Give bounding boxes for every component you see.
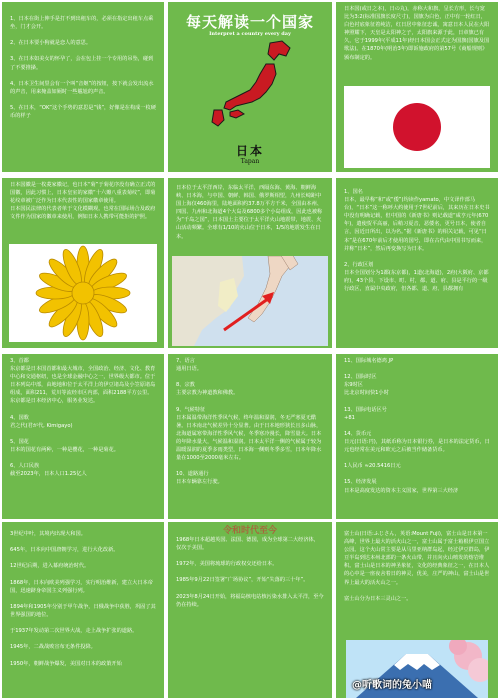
era-heading: 令和时代至今 — [222, 526, 277, 536]
tips-text: 1、日本在街上伸手是打不到出租车的，必须在指定出租车点乘坐，门才会开。 2、在日本要小狗就是恋人的意思。 3、在日本如美女的怀孕了，会在包上挂一个专用的吊坠，碰到了不要推搡。 4、日本卫生间里会有一个叫“音姬”的按钮，按下就会发出流水的声音，用来掩盖如厕时一些尴尬的声音。 5、在日本，“OK”这个手势的意思是“钱”，好像是在构成一枚硬币的样子 — [10, 16, 156, 120]
japan-flag-icon — [344, 86, 490, 168]
panel-era — [168, 522, 332, 698]
era-text: 1968年日本超越英国、法国、德国，成为全球第二大经济体，仅次于美国。 1972年，美国将琉球的行政权交还给日本。 1985年9月22日签署“广场协议”，开始“失落的三十年”。 2023年8月24日开始，将福岛核电站核污染水排入太平洋，至今仍在持续。 — [176, 537, 324, 608]
flag-text: 日本国(或日之本)，日の丸)，赤称大和旗，呈长方形，长与宽比为3:2(标准国旗长度尺寸)，国旗为白色，正中有一轮红日，白色衬底象征着纯洁，红日居中象征忠诚，寓意日本人民在大阳神照耀下，天皇是太阳神之子，太阳旗来源于此，日章旗已有久，它于1999年(平成11年)经日本国会正式定为国旗(国旗及国歌法)。在1870年(明治3年)即诉施政府的第57号《商船规则》颁布制定的。 — [344, 6, 490, 61]
name-text: 1、国名 日本，最早称“和”或“倭”(均读作yamato，中文译作部马台)，“日本”这一称呼大约使用于7世纪前后，其来历在日本史书中没有明确记载，但中国的《新唐书》则记载道“咸亨元年(670年)，遣使贺平高丽，后稍习夏音，恶倭名，更号日本，使者自言，因近日所出，以为名。”据《新唐书》的相关记载，可见“日本”是在670年前后才使用的国号，即在古代由中国书写而来，并称“日本”，然后再变换写为日本。 2、行政区划 日本全国划分为1都(东京都)，1道(北海道)，2府(大阪府、京都府)，43个县，下设市、町、村，都、道、府、县是平行的一级行政区，直属中央政府，但各都、道、府、县都拥有 — [344, 189, 490, 293]
country-name-cn: 日本 — [235, 144, 264, 158]
panel-name — [336, 178, 498, 348]
emblem-text: 日本国徽是一枚菱家徽记，也日本“菊”于菊花序没有确立正式的国徽，因此习惯上，日本皇室的家徽“十六瓣八重表菊纹”，即菊花纹章被广泛作为日本代表性的国家徽章使用。 日本国民法律的代表者单于文化模糊观。也常在国际场合及政府文件作为国家的徽章来使用，例如日本人携带可能拒的护照。 — [10, 182, 156, 221]
panel-language — [168, 354, 332, 519]
page-title: 每天解读一个国家 — [185, 13, 314, 31]
fuji-text: 富士山(日语:ふじさん，英语:Mount Fuji)，富士山是日本第一高峰，世界上最大的活火山之一，富士山属于富士箱根伊豆国立公园。这个火山常主要是从马里亚纳群岛起，经过伊豆群岛，伊豆半岛到达本州北部的一条火山带，并且向火山喷发的熔岩堆积。富士山是日本的神圣象征，文化的经典象征之一，在日本人的心中是一座夜舍着日的神灵，优美，庄严的神山，富士山是世界上最大的活火山之一。 富士山分为日本三灵山之一。 — [344, 531, 490, 602]
country-name-en: Tapan — [240, 158, 260, 165]
panel-tips — [2, 2, 164, 172]
language-text: 7、语言 通用日语。 8、宗教 主要宗教为神道教和佛教。 9、气候特征 日本属温带海洋性季风气候，终年温和湿润，冬无严寒夏无酷暑。日本南北气候差异十分显著。由于日本地形狭长且多山脉，北海道属寒带海洋性季风气候，冬季寒冷漫长，降雪量大。日本的年降水量大，气候温和湿润。日本太平洋一侧的气候属于较为温暖湿润的夏季多雨类型，日本海一侧则冬季多雪，日本年降水量在1000至2000毫米左右。 10、道路通行 日本车辆靠左行驶。 — [176, 358, 322, 486]
flag-frame — [344, 86, 490, 168]
panel-history — [2, 522, 164, 698]
watermark: @听歌词的兔小喵 — [352, 680, 432, 691]
panel-emblem — [2, 178, 164, 348]
chrysanthemum-seal-icon — [9, 244, 157, 342]
panel-fuji — [336, 522, 498, 698]
history-text: 3世纪中叶，其境内出现大和国。 645年，日本向中国唐朝学习，进行大化改新。 12世纪后期，进入幕府统治时代。 1868年，日本向欧美列强学习，实行明治维新，建立大日本帝国，迅速跻身帝国主义列强行列。 1894年和1905年分别于甲午战争，日俄战争中获胜，巩固了其世界强国的地位。 于1937年发动第二次世界大战，走上战争扩张的道路。 1945年，二战战败宣布无条件投降。 1950年，朝鲜战争爆发，美国对日本的政策开始 — [10, 531, 156, 667]
japan-map-icon — [200, 40, 300, 132]
page-subtitle: Interpret a country every day — [209, 31, 291, 37]
panel-cover — [168, 2, 332, 172]
capital-text: 3、首都 东京都是日本国首都和最大城市，全国政治、经济、文化、教育中心和交通枢纽，也是全球金融中心之一，世界级大都市。位于日本列岛中部，由地地和位于太平洋上的伊豆诸岛及小笠原诸岛组成，面积211，荒川等流经市区内部，面积2188平方公里。东京都是日本经济中心，服务业发达。 4、国歌 君之代(君が代, Kimigayo) 5、国花 日本的国花有两种，一种是樱花，一种是菊花。 6、人口民族 截至2023年，日本人口1.25亿人 — [10, 358, 156, 478]
region-map-icon — [172, 256, 328, 346]
panel-codes — [336, 354, 498, 519]
panel-geography — [168, 178, 332, 348]
panel-capital — [2, 354, 164, 519]
panel-flag — [336, 2, 498, 172]
emblem-frame — [9, 244, 157, 342]
codes-text: 11、国际城名德鸡 JP 12、国际时区 东9时区 比北京时间快1小时 13、国际电话区号 +81 14、货币元 日元(日语:円)，其纸币称为日本银行券，是日本的法定货币，日元也经常在美元和欧元之后被当作储备货币。 1人民币 ≈20.5416日元 15、经济发展 日本是高度发达的资本主义国家，世界第三大经济 — [344, 358, 490, 494]
geography-text: 日本位于太平洋西岸，东临太平洋，西隔东海、黄海、朝鲜海峡、日本海，与中国、朝鲜、韩国、俄罗斯相望，九州长崎距中国上海仅460海里，陆地面积约37.8万平方千米，全国由本州、四国、九州和北海道4个大岛及6800多个小岛组成，因此也被称为“千岛之国”，日本国土主要位于太平洋火山地震带，地震、火山活动频繁。全球有1/10的火山位于日本，1/5的地震发生在日本。 — [176, 185, 323, 240]
region-map — [172, 256, 328, 346]
